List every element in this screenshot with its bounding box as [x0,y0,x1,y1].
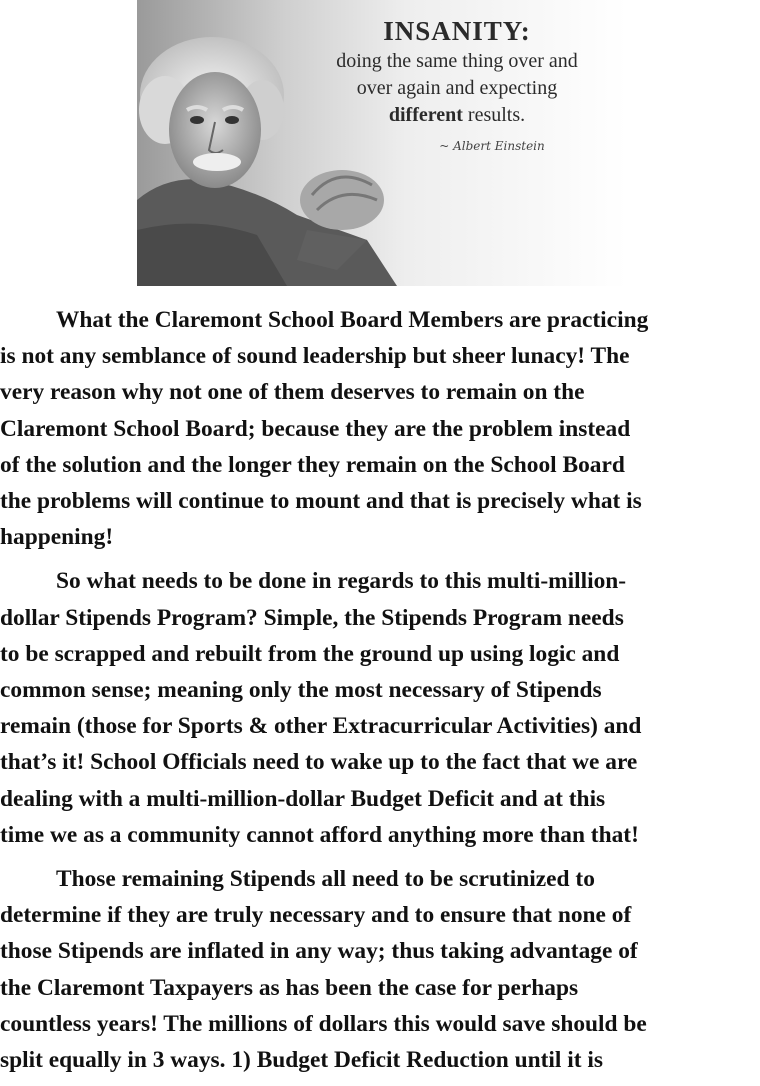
quote-line-3-rest: results. [462,104,526,126]
quote-heading: INSANITY: [383,16,531,46]
article-body [0,302,760,1086]
paragraph-1-line: very reason why not one of them deserves to remain on the [0,379,585,406]
paragraph-2-line: So what needs to be done in regards to this multi-million- [56,568,627,595]
paragraph-3-line: determine if they are truly necessary and to ensure that none of [0,902,632,929]
paragraph-1-line: the problems will continue to mount and that is precisely what is [0,488,642,515]
paragraph-2 [0,563,760,853]
paragraph-2-line: to be scrapped and rebuilt from the ground up using logic and [0,640,620,667]
paragraph-1-line: of the solution and the longer they remain on the School Board [0,451,625,478]
signature: ~ Albert Einstein [439,139,545,153]
einstein-quote-image [137,0,627,286]
paragraph-3-line: countless years! The millions of dollars this would save should be [0,1010,647,1037]
quote-line-2: over again and expecting [356,77,558,99]
paragraph-1-line: is not any semblance of sound leadership but sheer lunacy! The [0,343,630,370]
paragraph-2-line: time we as a community cannot afford anything more than that! [0,821,639,848]
paragraph-2-line: that’s it! School Officials need to wake up to the fact that we are [0,749,638,776]
paragraph-1-line: What the Claremont School Board Members are practicing [56,307,649,333]
paragraph-3-line: Those remaining Stipends all need to be scrutinized to [56,866,595,893]
paragraph-1-line: Claremont School Board; because they are the problem instead [0,415,631,442]
paragraph-3-line: split equally in 3 ways. 1) Budget Deficit Reduction until it is [0,1047,604,1074]
quote-text [307,14,607,153]
paragraph-2-line: dealing with a multi-million-dollar Budget Deficit and at this [0,785,606,812]
paragraph-2-line: remain (those for Sports & other Extracurricular Activities) and [0,713,642,740]
paragraph-1 [0,302,760,555]
quote-line-1: doing the same thing over and [336,50,578,72]
paragraph-1-line: happening! [0,524,114,551]
paragraph-2-line: common sense; meaning only the most necessary of Stipends [0,677,602,704]
paragraph-3 [0,861,760,1078]
paragraph-2-line: dollar Stipends Program? Simple, the Stipends Program needs [0,604,624,631]
quote-emphasis: different [388,104,463,126]
paragraph-3-line: the Claremont Taxpayers as has been the case for perhaps [0,974,579,1001]
paragraph-3-line: those Stipends are inflated in any way; thus taking advantage of [0,938,638,965]
quote-line-3 [307,102,607,129]
